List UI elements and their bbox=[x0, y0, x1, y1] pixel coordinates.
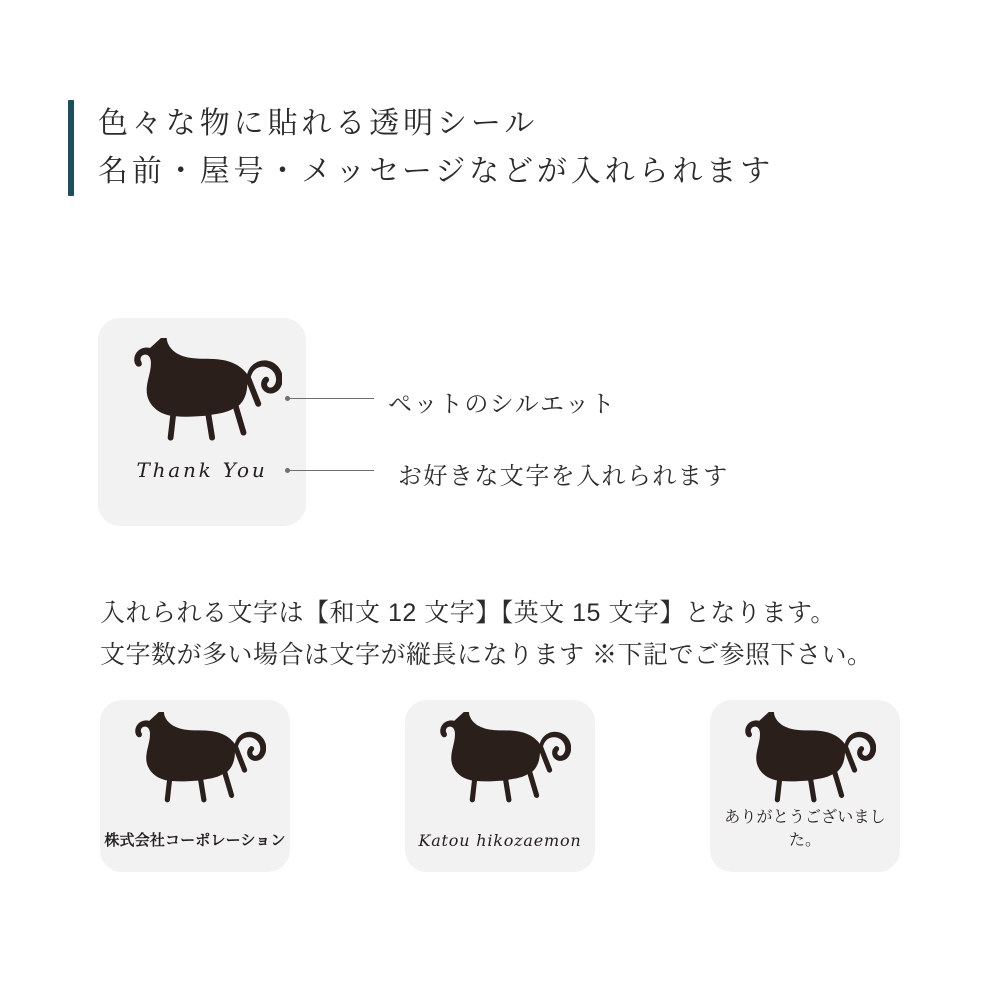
callout-label-silhouette: ペットのシルエット bbox=[388, 391, 616, 418]
example-sticker-2 bbox=[405, 700, 595, 872]
cat-silhouette-icon bbox=[734, 712, 876, 816]
example-sticker-1 bbox=[100, 700, 290, 872]
note-block bbox=[100, 592, 960, 676]
header-text-group bbox=[98, 100, 774, 196]
example-sticker-caption: ありがとうございました。 bbox=[724, 809, 886, 849]
note-line-2: 文字数が多い場合は文字が縦長になります ※下記でご参照下さい。 bbox=[100, 641, 873, 669]
example-sticker-caption: Katou hikozaemon bbox=[418, 831, 582, 850]
page-header bbox=[68, 100, 774, 196]
note-line-1: 入れられる文字は【和文 12 文字】【英文 15 文字】となります。 bbox=[100, 599, 836, 627]
cat-silhouette-icon bbox=[124, 712, 266, 816]
header-accent-bar bbox=[68, 100, 74, 196]
header-line-2: 名前・屋号・メッセージなどが入れられます bbox=[98, 155, 775, 188]
cat-silhouette-icon bbox=[122, 338, 282, 456]
example-sticker-3 bbox=[710, 700, 900, 872]
callout-line-silhouette bbox=[290, 398, 374, 399]
header-line-1: 色々な物に貼れる透明シール bbox=[98, 107, 539, 140]
sample-sticker-caption: Thank You bbox=[136, 458, 268, 482]
example-sticker-caption: 株式会社コーポレーション bbox=[104, 832, 286, 849]
cat-silhouette-icon bbox=[429, 712, 571, 816]
callout-line-text bbox=[290, 470, 374, 471]
example-sticker-row bbox=[100, 700, 900, 872]
callout-label-text: お好きな文字を入れられます bbox=[398, 463, 729, 490]
sample-sticker bbox=[98, 318, 306, 526]
